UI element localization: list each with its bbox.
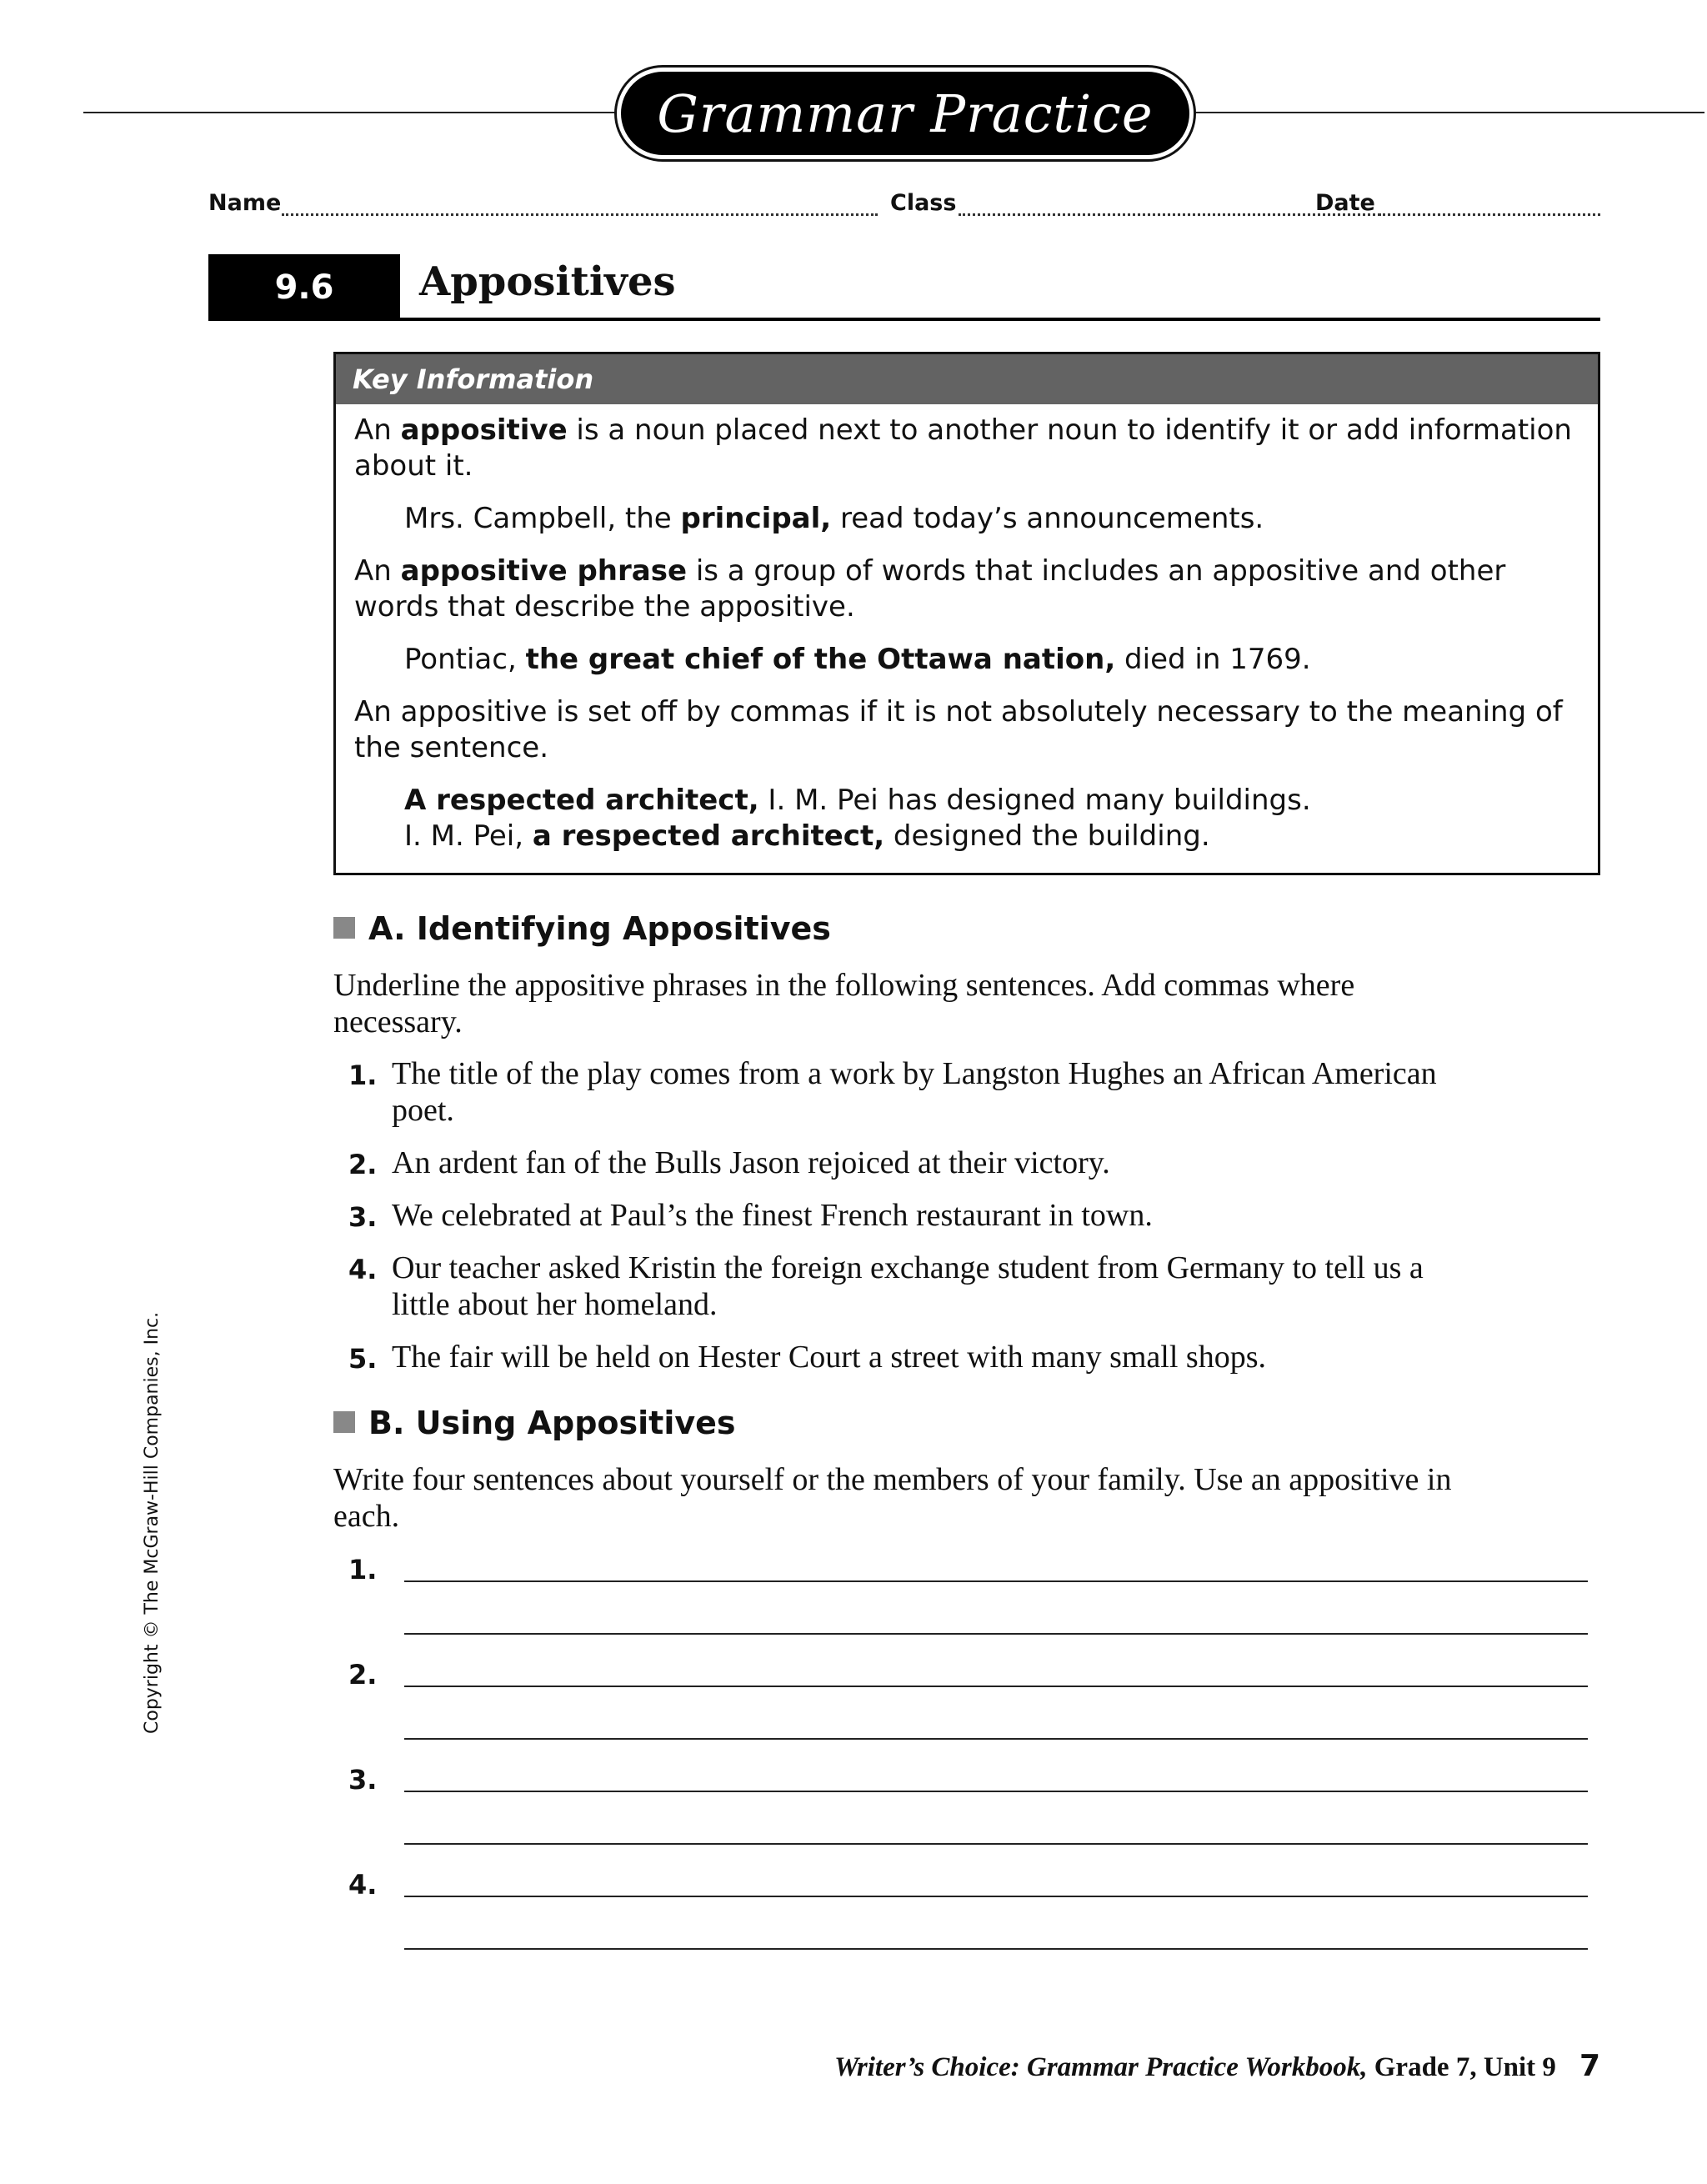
key-information-body <box>354 413 1579 854</box>
footer-book-title: Writer’s Choice: Grammar Practice Workbook, <box>834 2052 1368 2082</box>
list-item <box>333 1055 1450 1129</box>
section-number: 9.6 <box>208 254 400 321</box>
item-sentence[interactable]: The fair will be held on Hester Court a street with many small shops. <box>392 1340 1266 1375</box>
write-line[interactable] <box>404 1633 1588 1635</box>
date-field[interactable] <box>1379 213 1600 216</box>
name-label: Name <box>208 190 282 216</box>
example-3: A respected architect, I. M. Pei has designed many buildings. I. M. Pei, a respected architect, designed the building. <box>404 784 1311 853</box>
list-item <box>333 1197 1450 1234</box>
item-number: 2. <box>348 1149 378 1180</box>
part-a-items <box>333 1055 1450 1391</box>
square-bullet-icon <box>333 1411 355 1433</box>
write-line[interactable] <box>404 1896 1588 1897</box>
title-banner <box>621 72 1189 155</box>
comma-rule: An appositive is set off by commas if it is not absolutely necessary to the meaning of the sentence. <box>354 695 1563 764</box>
part-a-instructions: Underline the appositive phrases in the following sentences. Add commas where necessary. <box>333 968 1355 1039</box>
write-number-2: 2. <box>348 1659 378 1691</box>
footer-grade-unit: Grade 7, Unit 9 <box>1367 2052 1556 2082</box>
list-item <box>333 1339 1450 1375</box>
part-a-heading: A. Identifying Appositives <box>333 910 831 947</box>
item-sentence[interactable]: The title of the play comes from a work by Langston Hughes an African American poet. <box>392 1056 1437 1128</box>
page-title: Grammar Practice <box>657 83 1154 144</box>
example-2: Pontiac, the great chief of the Ottawa nation, died in 1769. <box>404 643 1311 676</box>
write-line[interactable] <box>404 1948 1588 1950</box>
write-number-3: 3. <box>348 1764 378 1796</box>
item-number: 5. <box>348 1343 378 1375</box>
write-number-4: 4. <box>348 1869 378 1901</box>
example-1: Mrs. Campbell, the principal, read today’s announcements. <box>404 502 1264 535</box>
list-item <box>333 1145 1450 1181</box>
item-number: 3. <box>348 1201 378 1233</box>
write-line[interactable] <box>404 1686 1588 1687</box>
item-number: 1. <box>348 1059 378 1091</box>
item-number: 4. <box>348 1254 378 1285</box>
item-sentence[interactable]: Our teacher asked Kristin the foreign exchange student from Germany to tell us a little about her homeland. <box>392 1250 1424 1322</box>
write-line[interactable] <box>404 1791 1588 1792</box>
page-number: 7 <box>1579 2049 1600 2083</box>
key-information-box <box>333 352 1600 875</box>
square-bullet-icon <box>333 917 355 939</box>
part-b-instructions: Write four sentences about yourself or the members of your family. Use an appositive in each. <box>333 1462 1452 1534</box>
definition-appositive-phrase: An appositive phrase is a group of words that includes an appositive and other words that describe the appositive. <box>354 554 1506 624</box>
copyright-notice: Copyright © The McGraw-Hill Companies, Inc. <box>142 1311 163 1734</box>
item-sentence[interactable]: An ardent fan of the Bulls Jason rejoiced at their victory. <box>392 1145 1110 1180</box>
name-field[interactable] <box>282 213 878 216</box>
write-line[interactable] <box>404 1738 1588 1740</box>
item-sentence[interactable]: We celebrated at Paul’s the finest French restaurant in town. <box>392 1198 1153 1233</box>
name-class-date-line <box>208 190 1600 223</box>
class-label: Class <box>890 190 957 216</box>
section-rule <box>400 318 1600 321</box>
part-b-heading: B. Using Appositives <box>333 1405 736 1441</box>
definition-appositive: An appositive is a noun placed next to another noun to identify it or add information about it. <box>354 413 1572 483</box>
key-information-heading: Key Information <box>336 354 1598 404</box>
write-number-1: 1. <box>348 1554 378 1585</box>
write-line[interactable] <box>404 1580 1588 1582</box>
footer <box>834 2049 1600 2083</box>
list-item <box>333 1250 1450 1323</box>
write-line[interactable] <box>404 1843 1588 1845</box>
date-label: Date <box>1315 190 1375 216</box>
section-title: Appositives <box>419 258 676 305</box>
